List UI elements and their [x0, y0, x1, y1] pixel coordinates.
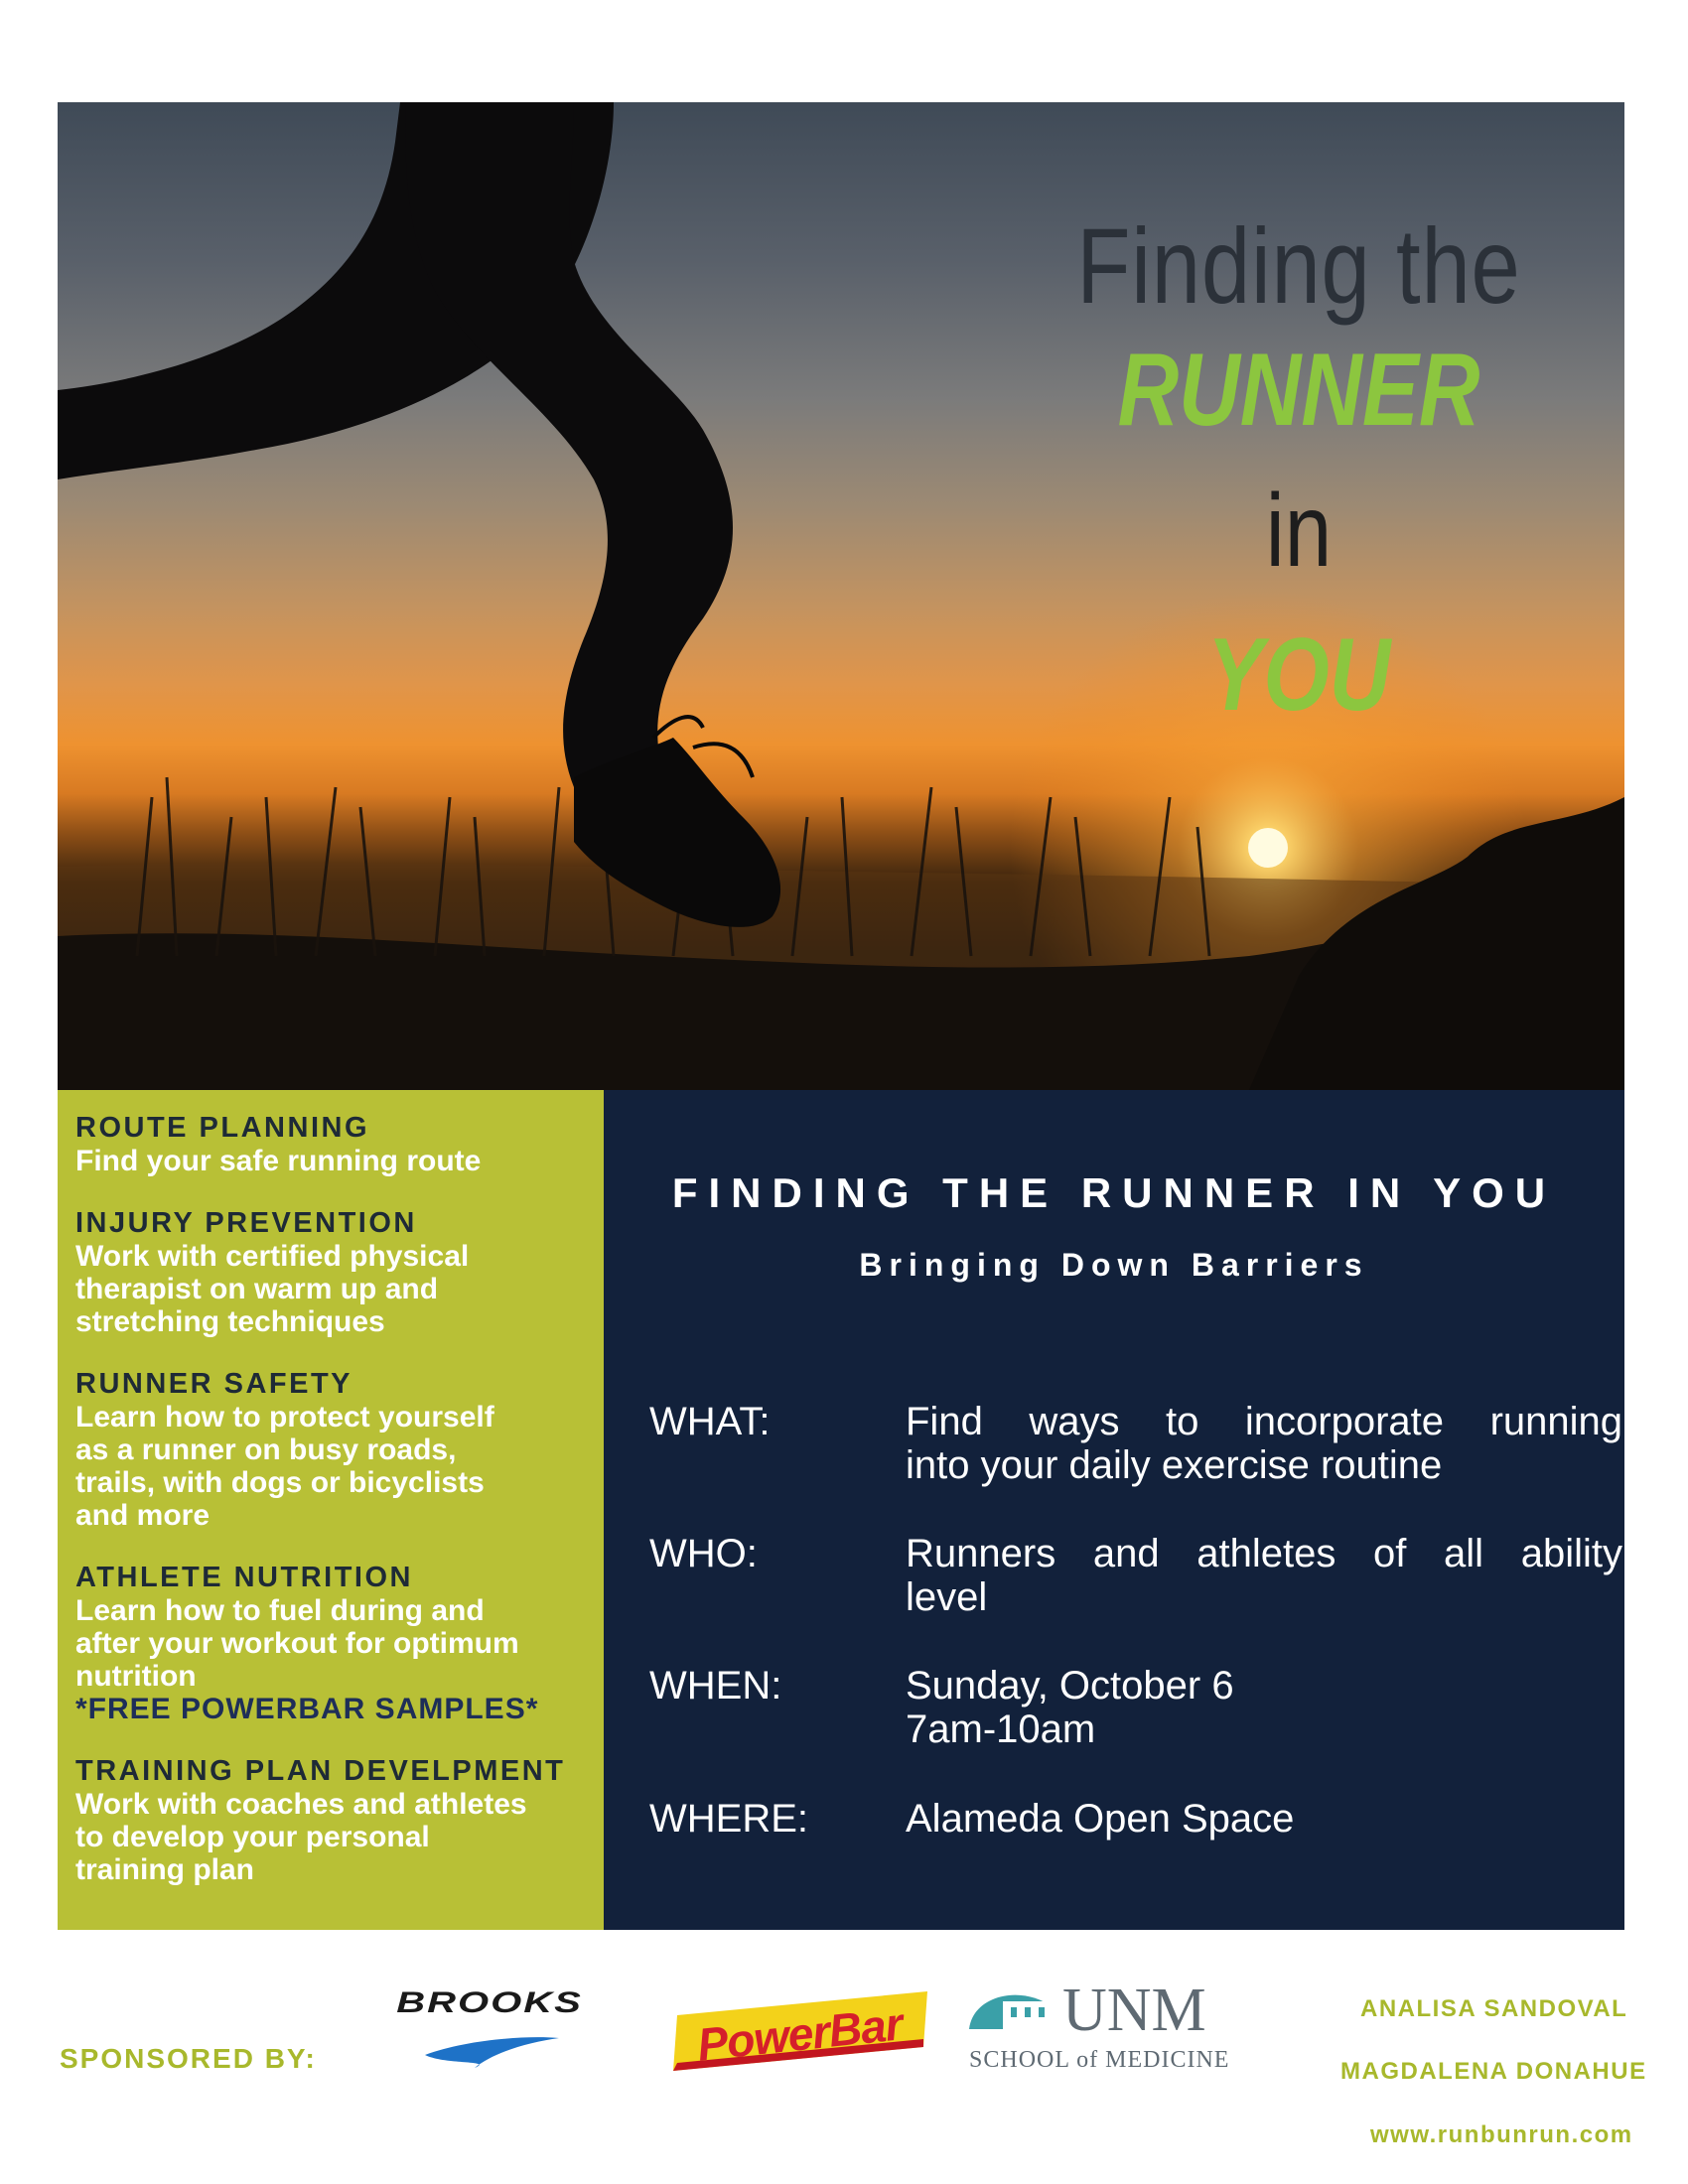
feature-body-line: stretching techniques [75, 1305, 385, 1338]
unm-building-icon [963, 1979, 1062, 2049]
feature-body-line: to develop your personal [75, 1821, 430, 1853]
event-details-panel [604, 1090, 1624, 1930]
feature-heading: ROUTE PLANNING [75, 1112, 369, 1144]
detail-label: WHERE: [649, 1797, 808, 1841]
detail-label: WHAT: [649, 1400, 771, 1443]
feature-body-line: trails, with dogs or bicyclists [75, 1466, 485, 1499]
feature-heading: TRAINING PLAN DEVELPMENT [75, 1755, 566, 1787]
detail-line: level [906, 1575, 988, 1619]
detail-line: Sunday, October 6 [906, 1664, 1234, 1707]
detail-label: WHEN: [649, 1664, 782, 1707]
feature-heading: RUNNER SAFETY [75, 1368, 353, 1400]
brooks-logo [355, 1980, 624, 2080]
feature-body-line: Learn how to fuel during and [75, 1594, 485, 1627]
detail-value [906, 1664, 1622, 1751]
brooks-swoosh-icon [355, 1980, 624, 2080]
detail-value [906, 1797, 1622, 1841]
sponsored-by-label: SPONSORED BY: [60, 2043, 317, 2074]
detail-line: 7am-10am [906, 1707, 1096, 1751]
feature-body-line: Work with coaches and athletes [75, 1788, 527, 1821]
feature-body-line: Work with certified physical [75, 1240, 470, 1273]
credit-name-2: MAGDALENA DONAHUE [1340, 2058, 1647, 2085]
feature-body-line: Find your safe running route [75, 1145, 482, 1177]
brooks-wordmark: BROOKS [396, 1985, 583, 2019]
feature-heading: INJURY PREVENTION [75, 1207, 417, 1239]
detail-value [906, 1400, 1622, 1487]
feature-injury-prevention [75, 1207, 584, 1338]
powerbar-wordmark: PowerBar [694, 1997, 905, 2071]
detail-line: into your daily exercise routine [906, 1443, 1443, 1487]
unm-subtitle: SCHOOL of MEDICINE [969, 2047, 1230, 2073]
feature-training-plan [75, 1755, 584, 1886]
front-leg [405, 102, 733, 797]
hero-title-line2: RUNNER [1117, 333, 1480, 448]
detail-line: Runners and athletes of all ability [906, 1532, 1622, 1575]
feature-athlete-nutrition [75, 1562, 584, 1725]
credit-name-1: ANALISA SANDOVAL [1360, 1995, 1628, 2022]
detail-label: WHO: [649, 1532, 758, 1575]
event-title: FINDING THE RUNNER IN YOU [671, 1169, 1557, 1216]
unm-logo [963, 1976, 1231, 2085]
feature-route-planning [75, 1112, 584, 1177]
features-panel [58, 1090, 604, 1930]
detail-line: Alameda Open Space [906, 1797, 1295, 1841]
feature-body-line: training plan [75, 1853, 254, 1886]
feature-heading: ATHLETE NUTRITION [75, 1562, 413, 1593]
feature-body-line: therapist on warm up and [75, 1273, 439, 1305]
feature-body-line: and more [75, 1499, 211, 1532]
feature-body-line: as a runner on busy roads, [75, 1433, 457, 1466]
feature-body-line: after your workout for optimum [75, 1627, 519, 1660]
hero-image [58, 102, 1624, 1090]
hero-title-line3: in [1265, 474, 1333, 589]
powerbar-logo [667, 1985, 935, 2075]
hero-title [951, 205, 1624, 748]
detail-line: Find ways to incorporate running [906, 1400, 1622, 1443]
free-samples-note: *FREE POWERBAR SAMPLES* [75, 1693, 539, 1725]
hero-title-line1: Finding the [1076, 205, 1521, 326]
event-subtitle: Bringing Down Barriers [859, 1247, 1369, 1283]
feature-body-line: Learn how to protect yourself [75, 1401, 494, 1433]
detail-value [906, 1532, 1622, 1619]
feature-body-line: nutrition [75, 1660, 197, 1693]
website-link[interactable]: www.runbunrun.com [1370, 2121, 1633, 2148]
feature-runner-safety [75, 1368, 584, 1532]
unm-wordmark: UNM [1062, 1977, 1206, 2044]
hero-title-line4: YOU [1206, 617, 1391, 733]
